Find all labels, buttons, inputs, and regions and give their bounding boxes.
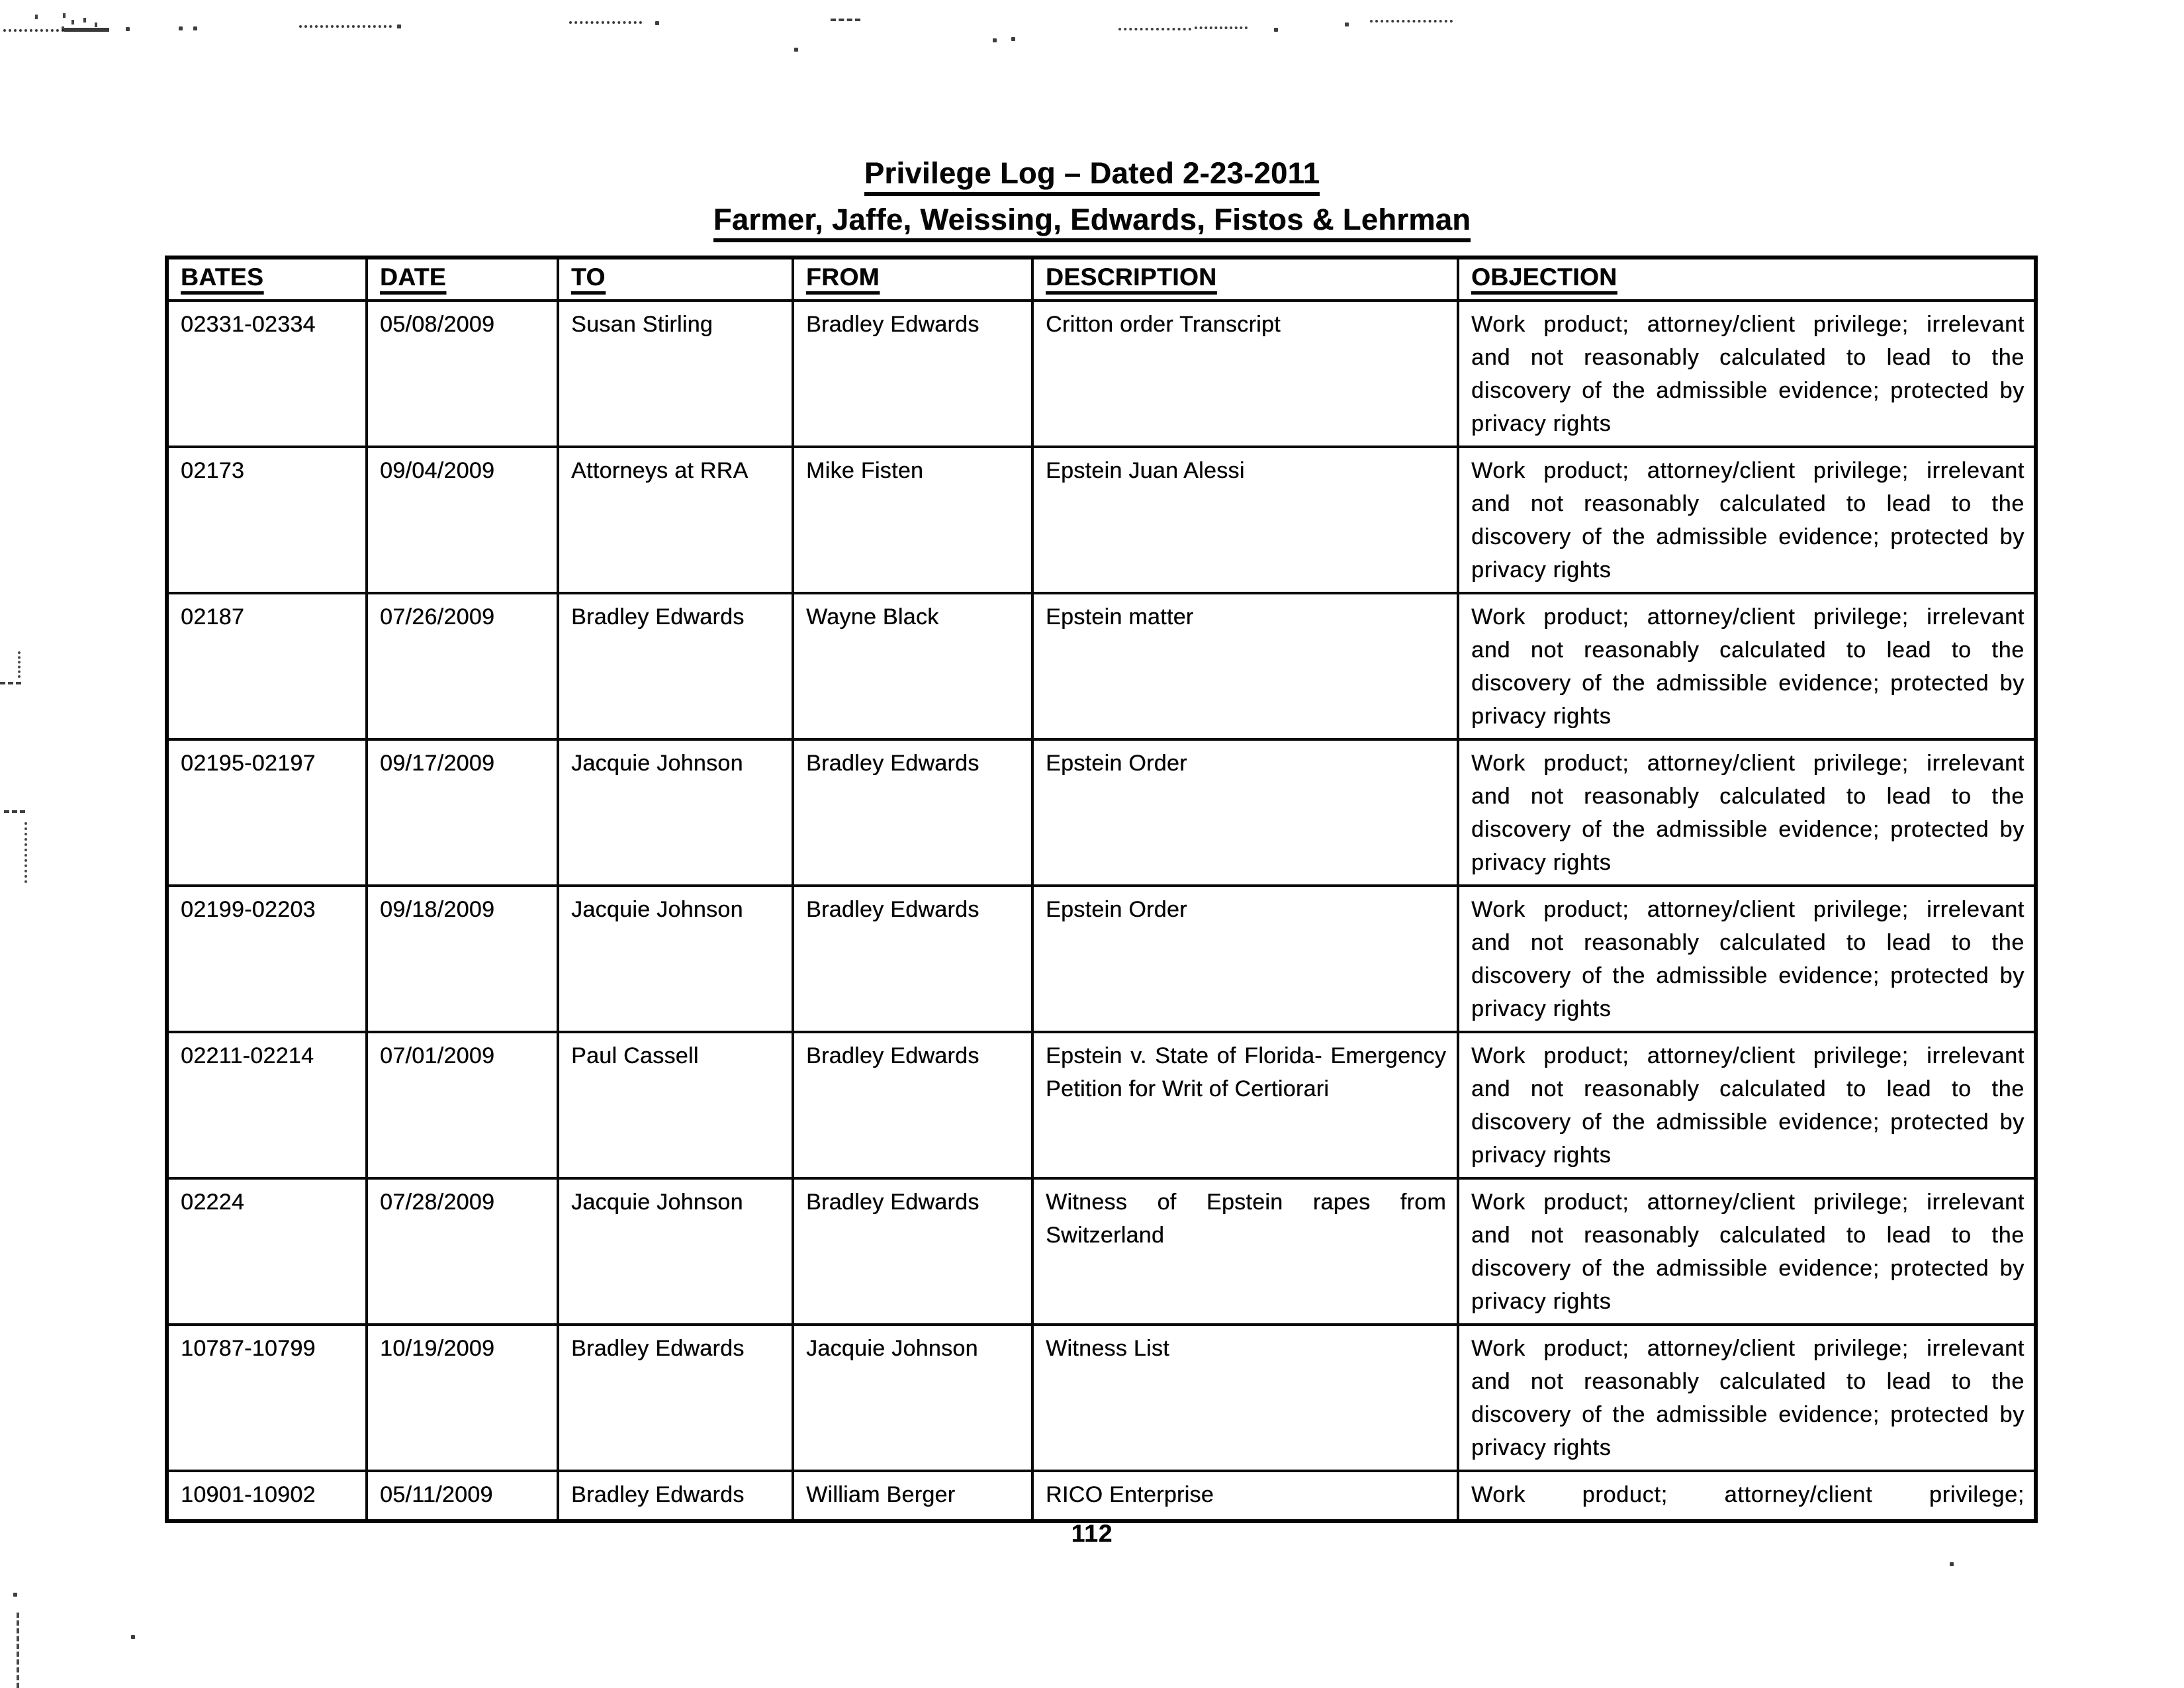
from-cell: Mike Fisten [793, 447, 1032, 593]
description-cell: Witness List [1032, 1325, 1458, 1471]
from-cell: Bradley Edwards [793, 1178, 1032, 1325]
scan-artifact [64, 28, 109, 32]
col-header-description: DESCRIPTION [1032, 258, 1458, 301]
date-cell: 09/18/2009 [367, 886, 558, 1032]
scan-artifact [63, 13, 66, 18]
bates-cell: 02211-02214 [167, 1032, 367, 1178]
scan-artifact [126, 27, 130, 31]
date-cell: 05/08/2009 [367, 301, 558, 447]
table-row [167, 1032, 2036, 1178]
page-subtitle [0, 203, 2184, 242]
table-row [167, 301, 2036, 447]
to-cell: Jacquie Johnson [558, 886, 793, 1032]
page-number: 112 [1071, 1520, 1113, 1547]
date-cell: 07/01/2009 [367, 1032, 558, 1178]
objection-cell: Work product; attorney/client privilege; irrelevant and not reasonably calculated to lead to the discovery of the admissible evidence; protected by privacy rights [1458, 447, 2036, 593]
scan-artifact [655, 21, 659, 25]
description-cell: RICO Enterprise [1032, 1471, 1458, 1521]
scan-artifact [17, 1613, 19, 1688]
bates-cell: 02187 [167, 593, 367, 739]
col-header-from: FROM [793, 258, 1032, 301]
bates-cell: 10787-10799 [167, 1325, 367, 1471]
col-header-date: DATE [367, 258, 558, 301]
scan-artifact [1345, 23, 1349, 26]
date-cell: 07/28/2009 [367, 1178, 558, 1325]
scan-artifact [569, 21, 642, 24]
document-header [0, 156, 2184, 249]
date-cell: 09/17/2009 [367, 739, 558, 886]
description-cell: Epstein Order [1032, 886, 1458, 1032]
page-title-text: Privilege Log – Dated 2-23-2011 [864, 156, 1320, 196]
scan-artifact [4, 810, 25, 813]
scan-artifact [179, 26, 183, 30]
date-cell: 10/19/2009 [367, 1325, 558, 1471]
scan-artifact [95, 23, 97, 27]
table-header-row [167, 258, 2036, 301]
page-title [0, 156, 2184, 196]
scan-artifact [35, 15, 38, 19]
description-cell: Epstein Order [1032, 739, 1458, 886]
scan-artifact [83, 18, 86, 23]
bates-cell: 02199-02203 [167, 886, 367, 1032]
page-subtitle-text: Farmer, Jaffe, Weissing, Edwards, Fistos & Lehrman [713, 203, 1471, 242]
objection-cell: Work product; attorney/client privilege; irrelevant and not reasonably calculated to lead to the discovery of the admissible evidence; protected by privacy rights [1458, 593, 2036, 739]
from-cell: Bradley Edwards [793, 886, 1032, 1032]
scan-artifact [71, 20, 74, 24]
scan-artifact [1011, 37, 1015, 41]
table-row [167, 1325, 2036, 1471]
table-row [167, 1178, 2036, 1325]
scan-artifact [794, 48, 798, 52]
scan-artifact [0, 682, 21, 684]
table-row [167, 593, 2036, 739]
bates-cell: 02173 [167, 447, 367, 593]
bates-cell: 10901-10902 [167, 1471, 367, 1521]
bates-cell: 02331-02334 [167, 301, 367, 447]
privilege-log-table [165, 256, 2038, 1523]
from-cell: Wayne Black [793, 593, 1032, 739]
scan-artifact [1195, 26, 1248, 29]
description-cell: Epstein Juan Alessi [1032, 447, 1458, 593]
table-row [167, 739, 2036, 886]
table-row [167, 447, 2036, 593]
objection-cell: Work product; attorney/client privilege; irrelevant and not reasonably calculated to lead to the discovery of the admissible evidence; protected by privacy rights [1458, 739, 2036, 886]
from-cell: Bradley Edwards [793, 1032, 1032, 1178]
scan-artifact [18, 651, 21, 678]
scan-artifact [1274, 28, 1278, 32]
objection-cell: Work product; attorney/client privilege; irrelevant and not reasonably calculated to lead to the discovery of the admissible evidence; protected by privacy rights [1458, 886, 2036, 1032]
from-cell: Jacquie Johnson [793, 1325, 1032, 1471]
scan-artifact [299, 25, 392, 28]
to-cell: Bradley Edwards [558, 593, 793, 739]
description-cell: Witness of Epstein rapes from Switzerland [1032, 1178, 1458, 1325]
scan-artifact [1118, 28, 1191, 30]
scan-artifact [397, 24, 401, 28]
scan-artifact [1370, 20, 1453, 23]
to-cell: Jacquie Johnson [558, 1178, 793, 1325]
privilege-log-body [167, 301, 2036, 1521]
col-header-to: TO [558, 258, 793, 301]
to-cell: Susan Stirling [558, 301, 793, 447]
date-cell: 05/11/2009 [367, 1471, 558, 1521]
bates-cell: 02224 [167, 1178, 367, 1325]
to-cell: Paul Cassell [558, 1032, 793, 1178]
scan-artifact [131, 1635, 135, 1639]
to-cell: Attorneys at RRA [558, 447, 793, 593]
objection-cell: Work product; attorney/client privilege; irrelevant and not reasonably calculated to lead to the discovery of the admissible evidence; protected by privacy rights [1458, 301, 2036, 447]
col-header-bates: BATES [167, 258, 367, 301]
scan-artifact [13, 1593, 17, 1597]
to-cell: Bradley Edwards [558, 1325, 793, 1471]
to-cell: Jacquie Johnson [558, 739, 793, 886]
from-cell: William Berger [793, 1471, 1032, 1521]
scan-artifact [3, 29, 64, 32]
to-cell: Bradley Edwards [558, 1471, 793, 1521]
objection-cell: Work product; attorney/client privilege; irrelevant and not reasonably calculated to lead to the discovery of the admissible evidence; protected by privacy rights [1458, 1178, 2036, 1325]
objection-cell: Work product; attorney/client privilege; irrelevant and not reasonably calculated to lead to the discovery of the admissible evidence; protected by privacy rights [1458, 1032, 2036, 1178]
description-cell: Critton order Transcript [1032, 301, 1458, 447]
from-cell: Bradley Edwards [793, 301, 1032, 447]
scan-artifact [24, 822, 27, 883]
description-cell: Epstein v. State of Florida- Emergency Petition for Writ of Certiorari [1032, 1032, 1458, 1178]
scan-artifact [1950, 1562, 1954, 1566]
col-header-objection: OBJECTION [1458, 258, 2036, 301]
description-cell: Epstein matter [1032, 593, 1458, 739]
date-cell: 07/26/2009 [367, 593, 558, 739]
bates-cell: 02195-02197 [167, 739, 367, 886]
scan-artifact [193, 26, 197, 30]
table-row [167, 886, 2036, 1032]
scan-artifact [831, 19, 860, 21]
objection-cell: Work product; attorney/client privilege; [1458, 1471, 2036, 1521]
date-cell: 09/04/2009 [367, 447, 558, 593]
from-cell: Bradley Edwards [793, 739, 1032, 886]
table-row [167, 1471, 2036, 1521]
scan-artifact [993, 38, 997, 42]
objection-cell: Work product; attorney/client privilege; irrelevant and not reasonably calculated to lead to the discovery of the admissible evidence; protected by privacy rights [1458, 1325, 2036, 1471]
